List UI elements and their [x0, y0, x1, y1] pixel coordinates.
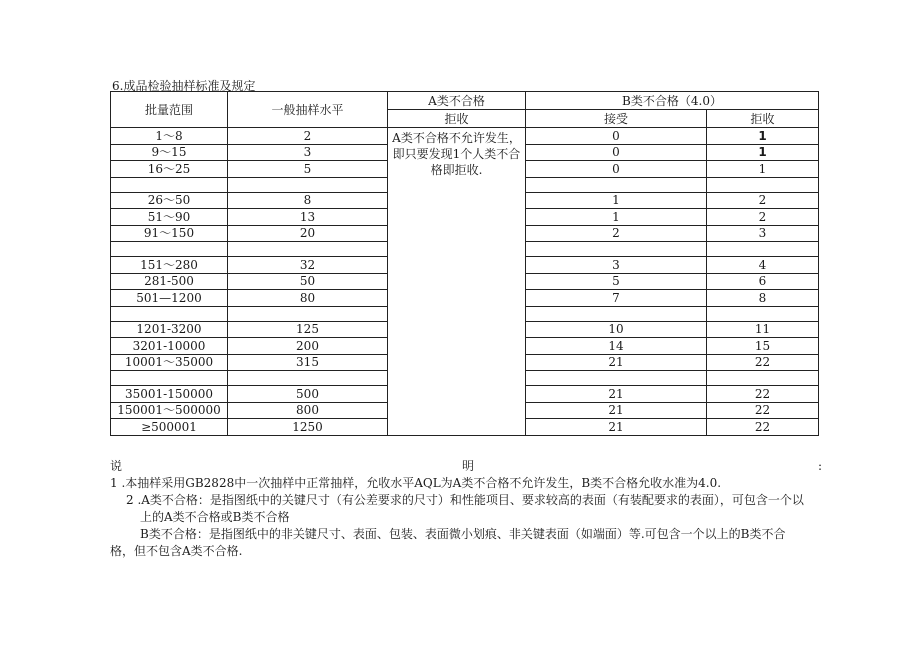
sampling-table — [110, 91, 819, 436]
lot-range-cell: 91～150 — [111, 225, 228, 242]
reject-cell: 15 — [707, 338, 819, 355]
header-general-level: 一般抽样水平 — [228, 92, 388, 128]
section-title: 6.成品检验抽样标准及规定 — [112, 79, 256, 93]
note-line-3: 上的A类不合格或B类不合格 — [140, 510, 290, 524]
spacer-cell — [707, 371, 819, 386]
lot-range-cell: 1～8 — [111, 128, 228, 145]
header-class-b: B类不合格（4.0） — [526, 92, 819, 110]
reject-cell: 2 — [707, 192, 819, 209]
spacer-cell — [526, 306, 707, 321]
reject-cell: 22 — [707, 419, 819, 436]
lot-range-cell: 150001～500000 — [111, 402, 228, 419]
spacer-cell — [111, 306, 228, 321]
sample-level-cell: 8 — [228, 192, 388, 209]
header-accept: 接受 — [526, 110, 707, 128]
accept-cell: 0 — [526, 161, 707, 178]
header-lot-range: 批量范围 — [111, 92, 228, 128]
sample-level-cell: 200 — [228, 338, 388, 355]
lot-range-cell: 1201-3200 — [111, 321, 228, 338]
sample-level-cell: 13 — [228, 209, 388, 226]
reject-cell: 6 — [707, 273, 819, 290]
header-reject: 拒收 — [707, 110, 819, 128]
reject-cell: 22 — [707, 386, 819, 403]
header-class-a-reject: 拒收 — [388, 110, 526, 128]
spacer-cell — [526, 177, 707, 192]
lot-range-cell: 26～50 — [111, 192, 228, 209]
lot-range-cell: 3201-10000 — [111, 338, 228, 355]
spacer-cell — [526, 242, 707, 257]
lot-range-cell: 35001-150000 — [111, 386, 228, 403]
spacer-cell — [228, 306, 388, 321]
reject-cell: 8 — [707, 290, 819, 307]
notes-heading — [110, 458, 822, 475]
lot-range-cell: 281-500 — [111, 273, 228, 290]
spacer-cell — [707, 306, 819, 321]
accept-cell: 2 — [526, 225, 707, 242]
spacer-cell — [111, 242, 228, 257]
reject-cell: 3 — [707, 225, 819, 242]
spacer-cell — [228, 242, 388, 257]
reject-cell: 4 — [707, 257, 819, 274]
header-row-1 — [111, 92, 819, 110]
note-line-5: 格，但不包含A类不合格. — [110, 544, 243, 558]
lot-range-cell: 151～280 — [111, 257, 228, 274]
sample-level-cell: 125 — [228, 321, 388, 338]
accept-cell: 21 — [526, 386, 707, 403]
sample-level-cell: 500 — [228, 386, 388, 403]
note-line-1: 1 .本抽样采用GB2828中一次抽样中正常抽样，允收水平AQL为A类不合格不允许发生，B类不合格允收水准为4.0. — [110, 476, 722, 490]
spacer-cell — [111, 371, 228, 386]
sample-level-cell: 3 — [228, 144, 388, 161]
reject-cell: 11 — [707, 321, 819, 338]
accept-cell: 5 — [526, 273, 707, 290]
sample-level-cell: 800 — [228, 402, 388, 419]
spacer-cell — [526, 371, 707, 386]
spacer-cell — [228, 371, 388, 386]
notes-label-mid: 明 — [462, 459, 475, 473]
accept-cell: 0 — [526, 128, 707, 145]
note-line-4: B类不合格：是指图纸中的非关键尺寸、表面、包装、表面微小划痕、非关键表面（如端面）等.可包含一个以上的B类不合 — [140, 527, 786, 541]
lot-range-cell: 9～15 — [111, 144, 228, 161]
sample-level-cell: 50 — [228, 273, 388, 290]
class-a-note-cell: A类不合格不允许发生，即只要发现1个人类不合格即拒收. — [388, 128, 526, 436]
sample-level-cell: 1250 — [228, 419, 388, 436]
note-line-2: 2 .A类不合格：是指图纸中的关键尺寸（有公差要求的尺寸）和性能项目、要求较高的表面（有装配要求的表面），可包含一个以 — [126, 493, 804, 507]
notes-label-left: 说 — [110, 459, 123, 473]
accept-cell: 10 — [526, 321, 707, 338]
sample-level-cell: 80 — [228, 290, 388, 307]
accept-cell: 21 — [526, 419, 707, 436]
lot-range-cell: 51～90 — [111, 209, 228, 226]
sample-level-cell: 32 — [228, 257, 388, 274]
spacer-cell — [707, 242, 819, 257]
accept-cell: 14 — [526, 338, 707, 355]
reject-cell: 22 — [707, 402, 819, 419]
sample-level-cell: 5 — [228, 161, 388, 178]
reject-cell: 1 — [707, 161, 819, 178]
lot-range-cell: ≥500001 — [111, 419, 228, 436]
accept-cell: 1 — [526, 192, 707, 209]
header-class-a: A类不合格 — [388, 92, 526, 110]
reject-cell: 2 — [707, 209, 819, 226]
accept-cell: 1 — [526, 209, 707, 226]
reject-cell: 1 — [707, 128, 819, 145]
spacer-cell — [228, 177, 388, 192]
table-row — [111, 128, 819, 145]
notes-section — [110, 458, 822, 560]
sample-level-cell: 315 — [228, 354, 388, 371]
accept-cell: 0 — [526, 144, 707, 161]
reject-cell: 22 — [707, 354, 819, 371]
lot-range-cell: 10001～35000 — [111, 354, 228, 371]
sample-level-cell: 20 — [228, 225, 388, 242]
notes-label-colon: : — [817, 459, 822, 473]
spacer-cell — [707, 177, 819, 192]
lot-range-cell: 501—1200 — [111, 290, 228, 307]
accept-cell: 7 — [526, 290, 707, 307]
accept-cell: 3 — [526, 257, 707, 274]
reject-cell: 1 — [707, 144, 819, 161]
accept-cell: 21 — [526, 354, 707, 371]
lot-range-cell: 16～25 — [111, 161, 228, 178]
sample-level-cell: 2 — [228, 128, 388, 145]
spacer-cell — [111, 177, 228, 192]
accept-cell: 21 — [526, 402, 707, 419]
